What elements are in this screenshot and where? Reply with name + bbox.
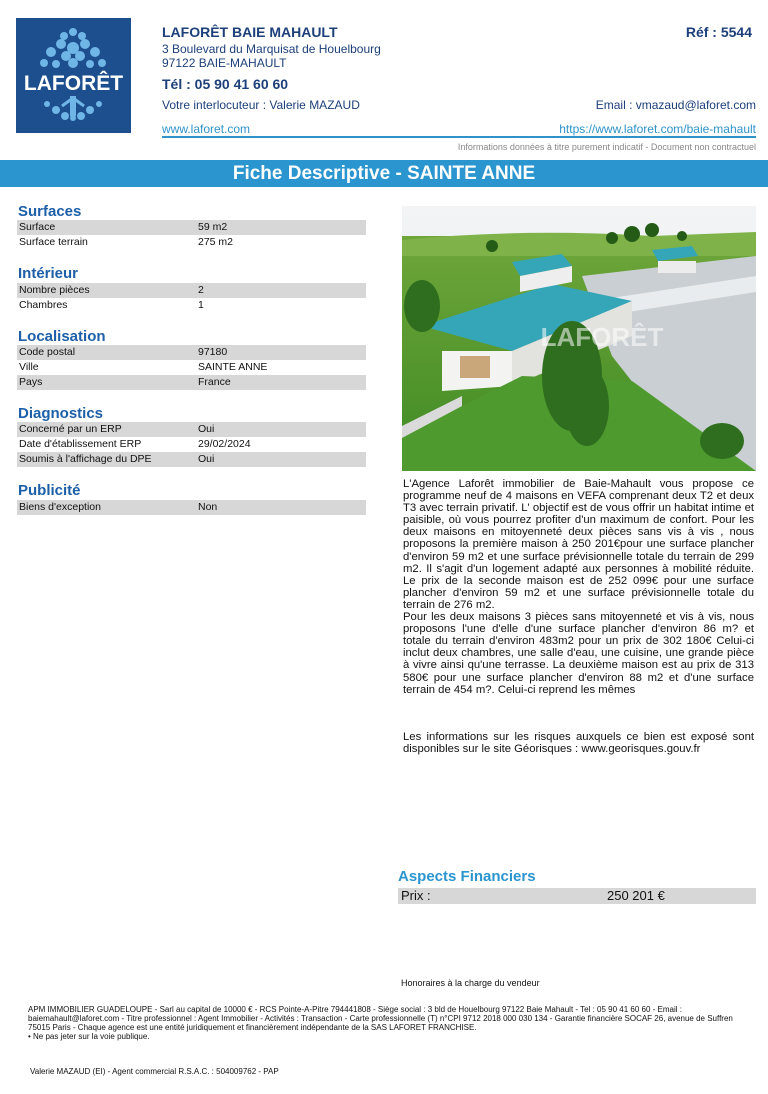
row-label: Date d'établissement ERP bbox=[19, 438, 142, 450]
row-value: 2 bbox=[198, 284, 204, 296]
agency-name: LAFORÊT BAIE MAHAULT bbox=[162, 24, 338, 40]
row-label: Pays bbox=[19, 376, 43, 388]
row-value: 97180 bbox=[198, 346, 228, 358]
row-value: Oui bbox=[198, 453, 215, 465]
agent-info: Valerie MAZAUD (EI) - Agent commercial R.S.A.C. : 504009762 - PAP bbox=[30, 1067, 279, 1076]
property-photo bbox=[402, 206, 756, 471]
row-value: SAINTE ANNE bbox=[198, 361, 268, 373]
email-link[interactable]: Email : vmazaud@laforet.com bbox=[595, 98, 756, 112]
disclaimer: Informations données à titre purement indicatif - Document non contractuel bbox=[457, 142, 756, 152]
table-row bbox=[17, 298, 366, 313]
no-litter-note: • Ne pas jeter sur la voie publique. bbox=[28, 1032, 150, 1041]
row-label: Ville bbox=[19, 361, 39, 373]
table-row bbox=[17, 360, 366, 375]
contact-person: Votre interlocuteur : Valerie MAZAUD bbox=[162, 98, 360, 112]
photo-watermark: LAFORÊT bbox=[540, 322, 664, 352]
section-title-interieur: Intérieur bbox=[18, 265, 79, 282]
table-row bbox=[17, 283, 366, 298]
property-description bbox=[403, 478, 754, 696]
table-row bbox=[17, 452, 366, 467]
table-row bbox=[17, 437, 366, 452]
row-value: 1 bbox=[198, 299, 204, 311]
tree-logo-icon bbox=[16, 18, 131, 133]
legal-notice bbox=[28, 1005, 746, 1041]
table-row bbox=[17, 345, 366, 360]
row-value: France bbox=[198, 376, 231, 388]
reference-number: Réf : 5544 bbox=[685, 24, 752, 40]
address-line-1: 3 Boulevard du Marquisat de Houelbourg bbox=[162, 42, 381, 56]
legal-text: APM IMMOBILIER GUADELOUPE - Sarl au capital de 10000 € - RCS Pointe-A-Pitre 794441808 - Siège social : 3 bld de Houelbourg 97122 Baie Mahault - Tel : 05 90 41 60 60 - Email : baiemahault@laforet.com - Titre professionnel : Agent Immobilier - Activités : Transaction - Carte professionnelle (T) n°CPI 9712 2018 000 030 134 - Garantie financière SOCAF 26, avenue de Suffren 75015 Paris - Chaque agence est une entité juridiquement et financièrement indépendante de la SAS LAFORET FRANCHISE. bbox=[28, 1005, 733, 1032]
website-link[interactable]: www.laforet.com bbox=[162, 122, 251, 136]
row-value: 29/02/2024 bbox=[198, 438, 251, 450]
row-label: Surface terrain bbox=[19, 236, 88, 248]
table-row bbox=[17, 500, 366, 515]
price-value: 250 201 € bbox=[607, 888, 665, 903]
row-value: 59 m2 bbox=[198, 221, 228, 233]
description-paragraph: L'Agence Laforêt immobilier de Baie-Mahault vous propose ce programme neuf de 4 maisons en VEFA comprenant deux T2 et deux T3 avec terrain privatif. L' objectif est de vous offrir un habitat intime et paisible, où vous pourrez profiter d'un maximum de confort. Pour les deux maisons en mitoyenneté deux pièces sans vis à vis , nous proposons la première maison à 250 201€pour une surface plancher d'environ 59 m2 et une surface prévisionnelle totale du terrain de 299 m2. Il s'agit d'un logement adapté aux personnes à mobilité réduite. Le prix de la seconde maison est de 252 099€ pour une surface plancher d'environ 59 m2 et une surface prévisionnelle totale du terrain de 276 m2. bbox=[403, 478, 754, 611]
price-row bbox=[398, 888, 756, 904]
section-title-financial: Aspects Financiers bbox=[398, 868, 536, 885]
agency-url-link[interactable]: https://www.laforet.com/baie-mahault bbox=[559, 122, 756, 136]
fees-note: Honoraires à la charge du vendeur bbox=[401, 978, 540, 988]
page-title: Fiche Descriptive - SAINTE ANNE bbox=[0, 160, 768, 187]
description-paragraph: Pour les deux maisons 3 pièces sans mitoyenneté et vis à vis, nous proposons l'une d'elle d'une surface plancher d'environ 86 m? et totale du terrain d'environ 483m2 pour un prix de 302 180€ Celui-ci inclut deux chambres, une salle d'eau, une cuisine, une grande pièce à vivre ainsi qu'une terrasse. La deuxième maison est au prix de 313 580€ pour une surface plancher d'environ 88 m2 et d'une surface terrain de 454 m?. Celui-ci reprend les mêmes bbox=[403, 611, 754, 696]
row-value: Non bbox=[198, 501, 218, 513]
section-title-surfaces: Surfaces bbox=[18, 203, 82, 220]
row-label: Concerné par un ERP bbox=[19, 423, 122, 435]
phone-number[interactable]: Tél : 05 90 41 60 60 bbox=[162, 76, 289, 92]
price-label: Prix : bbox=[401, 888, 431, 903]
row-label: Biens d'exception bbox=[19, 501, 101, 513]
table-row bbox=[17, 422, 366, 437]
row-label: Surface bbox=[19, 221, 56, 233]
logo-wordmark: LAFORÊT bbox=[23, 72, 124, 95]
address-line-2: 97122 BAIE-MAHAULT bbox=[162, 56, 287, 70]
table-row bbox=[17, 220, 366, 235]
section-title-publicite: Publicité bbox=[18, 482, 81, 499]
table-row bbox=[17, 235, 366, 250]
section-title-localisation: Localisation bbox=[18, 328, 106, 345]
laforet-logo bbox=[16, 18, 131, 133]
row-label: Soumis à l'affichage du DPE bbox=[19, 453, 152, 465]
row-label: Chambres bbox=[19, 299, 68, 311]
row-value: Oui bbox=[198, 423, 215, 435]
section-title-diagnostics: Diagnostics bbox=[18, 405, 104, 422]
risk-information: Les informations sur les risques auxquels ce bien est exposé sont disponibles sur le site Géorisques : www.georisques.gouv.fr bbox=[403, 731, 754, 756]
table-row bbox=[17, 375, 366, 390]
row-value: 275 m2 bbox=[198, 236, 234, 248]
row-label: Code postal bbox=[19, 346, 76, 358]
header-divider bbox=[162, 136, 756, 138]
row-label: Nombre pièces bbox=[19, 284, 90, 296]
